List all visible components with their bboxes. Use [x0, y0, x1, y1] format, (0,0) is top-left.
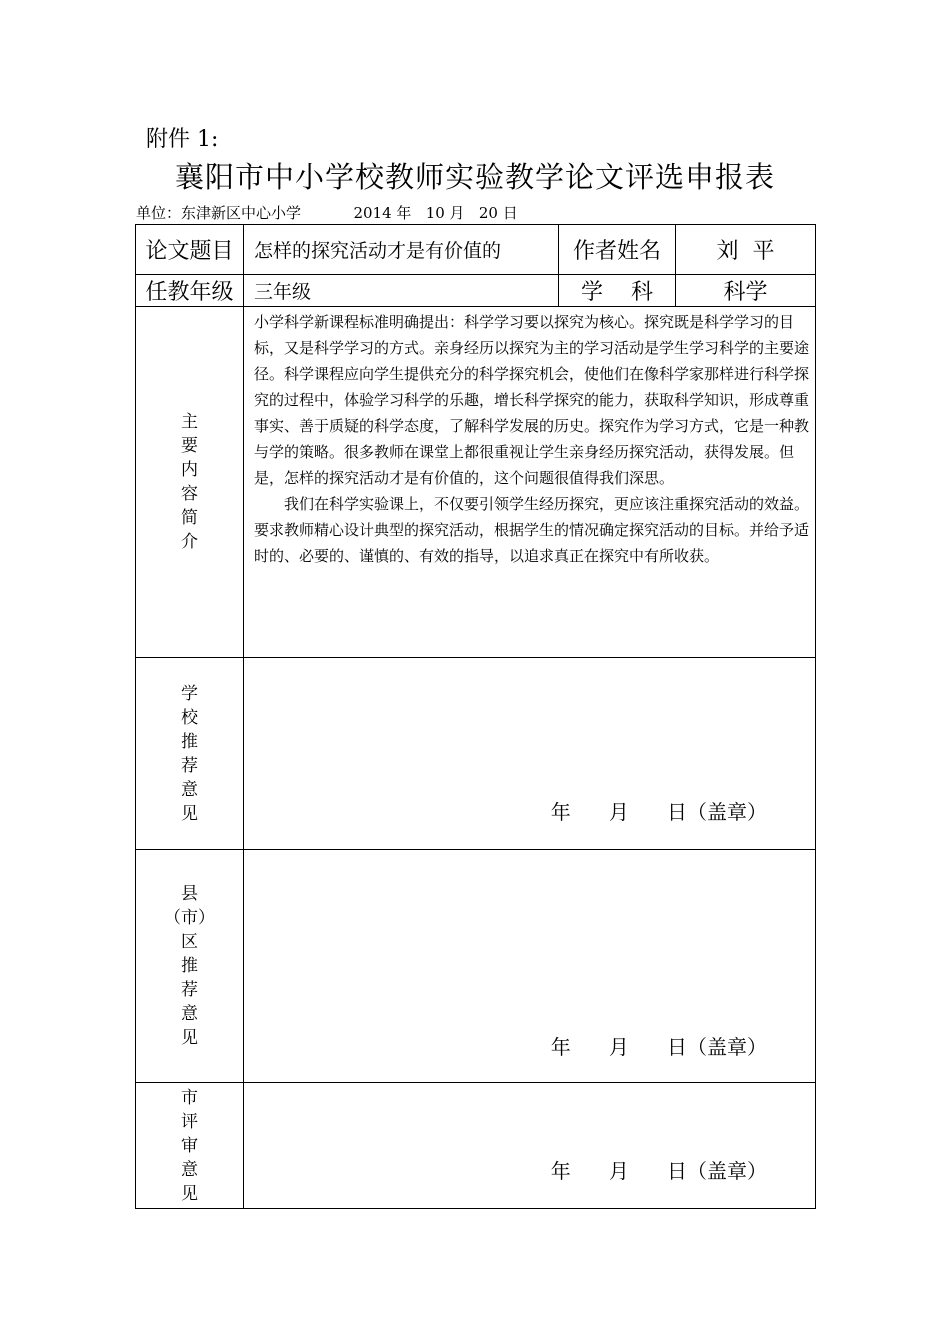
summary-text [244, 307, 816, 658]
summary-label: 主 要 内 容 简 介 [136, 307, 244, 658]
date-stamp: 年 月 日（盖章） [550, 1035, 767, 1059]
attachment-label: 附件 1: [146, 127, 219, 152]
subject-value: 科学 [676, 275, 816, 307]
county-opinion-label: 县 （市） 区 推 荐 意 见 [136, 850, 244, 1083]
summary-paragraph: 我们在科学实验课上，不仅要引领学生经历探究，更应该注重探究活动的效益。要求教师精心设计典型的探究活动，根据学生的情况确定探究活动的目标。并给予适时的、必要的、谨慎的、有效的指导，以追求真正在探究中有所收获。 [254, 495, 810, 565]
application-form-table [135, 224, 816, 1209]
grade-label: 任教年级 [136, 275, 244, 307]
row-paper-title [136, 225, 816, 275]
school-opinion-field[interactable] [244, 658, 816, 850]
author-label: 作者姓名 [559, 225, 676, 275]
paper-title-label: 论文题目 [136, 225, 244, 275]
city-opinion-label: 市 评 审 意 见 [136, 1083, 244, 1209]
author-value: 刘 平 [676, 225, 816, 275]
summary-paragraph: 小学科学新课程标准明确提出：科学学习要以探究为核心。探究既是科学学习的目标，又是科学学习的方式。亲身经历以探究为主的学习活动是学生学习科学的主要途径。科学课程应向学生提供充分的科学探究机会，使他们在像科学家那样进行科学探究的过程中，体验学习科学的乐趣，增长科学探究的能力，获取科学知识，形成尊重事实、善于质疑的科学态度，了解科学发展的历史。探究作为学习方式，它是一种教与学的策略。很多教师在课堂上都很重视让学生亲身经历探究活动，获得发展。但是，怎样的探究活动才是有价值的，这个问题很值得我们深思。 [254, 313, 810, 487]
school-opinion-label: 学 校 推 荐 意 见 [136, 658, 244, 850]
row-school-opinion [136, 658, 816, 850]
date-stamp: 年 月 日（盖章） [550, 800, 767, 824]
row-summary [136, 307, 816, 658]
paper-title-value: 怎样的探究活动才是有价值的 [244, 225, 559, 275]
grade-value: 三年级 [244, 275, 559, 307]
row-city-opinion [136, 1083, 816, 1209]
subject-label: 学 科 [559, 275, 676, 307]
unit-date-line: 单位：东津新区中心小学 2014 年 10 月 20 日 [136, 204, 518, 222]
city-opinion-field[interactable] [244, 1083, 816, 1209]
county-opinion-field[interactable] [244, 850, 816, 1083]
row-county-opinion [136, 850, 816, 1083]
row-grade-subject [136, 275, 816, 307]
date-stamp: 年 月 日（盖章） [550, 1159, 767, 1183]
page-title: 襄阳市中小学校教师实验教学论文评选申报表 [174, 160, 775, 194]
